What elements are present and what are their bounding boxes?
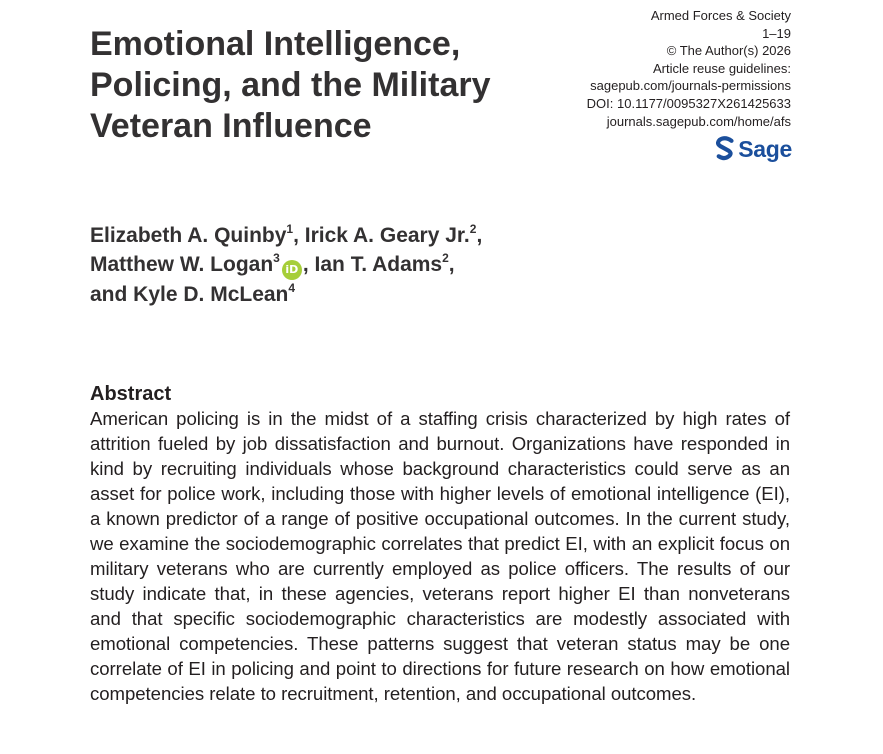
title-line: Veteran Influence [90, 107, 372, 145]
author-name: Elizabeth A. Quinby [90, 224, 287, 247]
sage-logo [716, 135, 792, 163]
author-conjunction: and [90, 283, 134, 306]
affiliation-marker: 2 [442, 251, 449, 265]
title-line: Emotional Intelligence, [90, 25, 461, 63]
reuse-link[interactable]: sagepub.com/journals-permissions [590, 78, 791, 94]
author-line [90, 280, 610, 309]
page-range: 1–19 [762, 25, 791, 41]
sage-wordmark: Sage [738, 136, 792, 162]
abstract-text: American policing is in the midst of a staffing crisis characterized by high rates of attrition fueled by job dissatisfaction and burnout. Organizations have responded in kind by recruiting individuals whose background characteristics could serve as an asset for police work, including those with higher levels of emotional intelligence (EI), a known predictor of a range of positive occupational outcomes. In the current study, we examine the sociodemographic correlates that predict EI, with an explicit focus on military veterans who are currently employed as police officers. The results of our study indicate that, in these agencies, veterans report higher EI than nonveterans and that specific sociodemographic characteristics are modestly associated with emotional competencies. These patterns suggest that veteran status may be one correlate of EI in policing and point to directions for future research on how emotional competencies relate to recruitment, retention, and occupational outcomes. [90, 408, 790, 704]
doi[interactable]: DOI: 10.1177/0095327X261425633 [586, 95, 791, 111]
journal-name: Armed Forces & Society [650, 8, 791, 23]
author-name: Irick A. Geary Jr. [304, 224, 470, 247]
journal-link[interactable]: journals.sagepub.com/home/afs [606, 113, 791, 129]
title-line: Policing, and the Military [90, 66, 491, 104]
affiliation-marker: 4 [288, 281, 296, 295]
author-name: Kyle D. McLean [133, 283, 289, 306]
sage-s-icon [716, 136, 734, 162]
author-line: Matthew W. Logan$^3$iD , Ian T. Adams$^2$, [90, 250, 610, 280]
author-line: Elizabeth A. Quinby$^1$, Irick A. Geary Jr.$^2$, [90, 222, 483, 247]
affiliation-marker: 1 [286, 222, 294, 236]
orcid-icon[interactable]: iD [282, 260, 302, 280]
author-list [90, 221, 610, 309]
author-name: Matthew W. Logan [90, 253, 274, 276]
abstract-heading: Abstract [90, 383, 172, 405]
copyright-notice: © The Author(s) 2026 [666, 43, 791, 59]
affiliation-marker: 2 [469, 222, 477, 236]
affiliation-marker: 3 [273, 251, 280, 265]
journal-metadata [491, 7, 791, 130]
author-name: Ian T. Adams [314, 253, 443, 276]
reuse-label: Article reuse guidelines: [652, 60, 791, 76]
